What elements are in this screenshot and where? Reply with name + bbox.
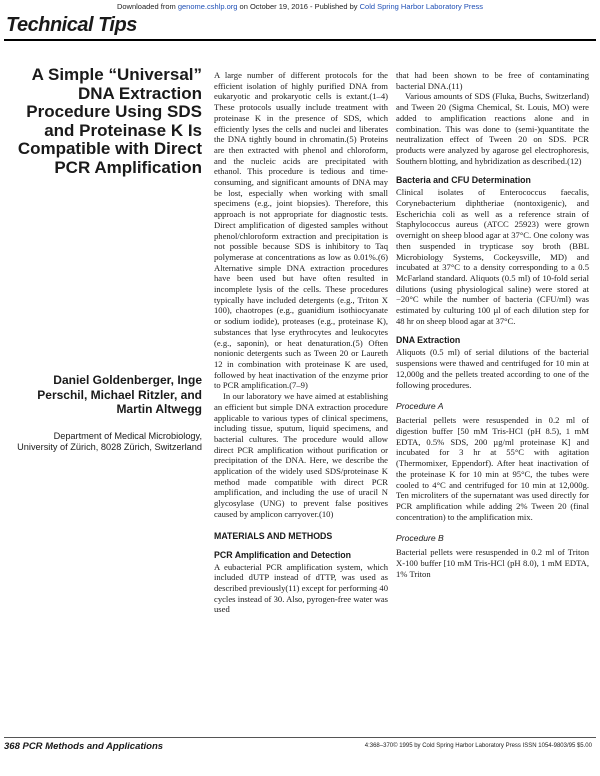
- heading-materials-methods: MATERIALS AND METHODS: [214, 530, 333, 541]
- publisher-link[interactable]: Cold Spring Harbor Laboratory Press: [359, 2, 484, 11]
- download-middle: on October 19, 2016 - Published by: [237, 2, 360, 11]
- bacteria-paragraph: Clinical isolates of Enterococcus faecalis, Corynebacterium diphtheriae (nontoxigenic), and Escherichia coli as well as a reference strain of Staphylococcus aureus (ATCC 25923) were grown overnight on sheep blood agar at 37°C. One colony was then suspended in trypticase soy broth (BBL Microbiology Systems, Cockeysville, MD) and incubated at 37°C to a density corresponding to a 0.5 McFarland standard. Aliquots (0.5 ml) of 10-fold serial dilutions (using physiological saline) were stored at −20°C while the number of bacteria (CFU/ml) was estimated by culturing 100 µl of each dilution step for 48 hr on sheep blood agar at 37°C.: [396, 187, 589, 326]
- footer-copyright: 4:368–370© 1995 by Cold Spring Harbor Laboratory Press ISSN 1054-9803/95 $5.00: [364, 743, 592, 749]
- section-title: Technical Tips: [6, 14, 137, 36]
- footer-journal: 368 PCR Methods and Applications: [4, 741, 164, 752]
- author-list: Daniel Goldenberger, Inge Perschil, Michael Ritzler, and Martin Altwegg: [37, 373, 202, 416]
- section-header: [4, 13, 596, 41]
- procedure-b-paragraph: Bacterial pellets were resuspended in 0.2 ml of Triton X-100 buffer [10 mM Tris-HCl (pH 8.0), 1 mM EDTA, 1% Triton: [396, 547, 589, 579]
- page-footer: [4, 737, 596, 762]
- site-link[interactable]: genome.cshlp.org: [177, 2, 238, 11]
- intro-paragraph-2: In our laboratory we have aimed at establishing an efficient but simple DNA extraction procedure applicable to various types of clinical specimens, including tissue, sputum, liquid specimens, and bacterial cultures. The procedure would allow direct PCR amplification without purification or precipitation of the DNA. Here, we describe the application of the widely used SDS/proteinase K method made compatible with direct PCR amplification, and including the use of uracil N glycosylase (UNG) to prevent false positives caused by amplicon carryover.(10): [214, 391, 388, 519]
- middle-column: [214, 70, 388, 615]
- download-notice: [0, 2, 600, 11]
- heading-dna-extraction: DNA Extraction: [396, 335, 461, 346]
- intro-paragraph-1: A large number of different protocols for the efficient isolation of highly purified DNA from eukaryotic and prokaryotic cells is extant.(1–4) These protocols usually include treatment with proteinase K in the presence of SDS, which efficiently lyses the cells and nuclei and liberates the DNA tightly bound in chromatin.(5) Proteins are then extracted with phenol and chloroform, and the nucleic acids are precipitated with ethanol. This procedure is tedious and time-consuming, and significant amounts of DNA may be lost, especially when working with small specimens (e.g., joint biopsies). Therefore, this approach is not appropriate for diagnostic tests. Direct amplification of digested samples without phenol/chloroform extraction and precipitation is not possible because SDS is inhibitory to Taq polymerase at concentrations as low as 0.01%.(6) Alternative simple DNA extraction procedures have been used but have often resulted in incomplete lysis of the cells. These procedures typically have included detergents (e.g., Triton X 100), chaotropes (e.g., guanidium isothiocyanate or sodium iodide), proteases (e.g., proteinase K), substances that lyse erythrocytes and leukocytes (e.g., saponin), or heat denaturation.(5) Often nonionic detergents such as Tween 20 or Laureth 12 in combination with proteinase K are used, followed by heat inactivation of the enzyme prior to PCR amplification.(7–9): [214, 70, 388, 391]
- title-column: [12, 66, 202, 454]
- pcr-paragraph: A eubacterial PCR amplification system, which included dUTP instead of dTTP, was used as described previously(11) except for performing 40 cycles instead of 30. Also, pyrogen-free water was used: [214, 561, 388, 615]
- sds-tween-paragraph: Various amounts of SDS (Fluka, Buchs, Switzerland) and Tween 20 (Sigma Chemical, St. Louis, MO) were added to amplification reactions alone and in combination. This was done to (semi-)quantitate the neutralization effect of Tween 20 on SDS. PCR products were analyzed by agarose gel electrophoresis, Southern blotting, and hybridization as described.(12): [396, 91, 589, 166]
- heading-pcr-amplification: PCR Amplification and Detection: [214, 549, 352, 560]
- extraction-paragraph: Aliquots (0.5 ml) of serial dilutions of the bacterial suspensions were thawed and centrifuged for 10 min at 12,000g and the pellets treated according to one of the following procedures.: [396, 347, 589, 390]
- affiliation: Department of Medical Microbiology, University of Zürich, 8028 Zürich, Switzerland: [17, 430, 202, 452]
- heading-bacteria-cfu: Bacteria and CFU Determination: [396, 175, 531, 186]
- continuation-paragraph: that had been shown to be free of contaminating bacterial DNA.(11): [396, 70, 589, 91]
- article-title: A Simple “Universal” DNA Extraction Procedure Using SDS and Proteinase K Is Compatible with Direct PCR Amplification: [17, 65, 202, 177]
- heading-procedure-a: Procedure A: [396, 401, 444, 412]
- right-column: [396, 70, 589, 579]
- download-prefix: Downloaded from: [116, 2, 178, 11]
- heading-procedure-b: Procedure B: [396, 533, 444, 544]
- procedure-a-paragraph: Bacterial pellets were resuspended in 0.2 ml of digestion buffer [50 mM Tris-HCl (pH 8.5), 1 mM EDTA, 0.5% SDS, 200 µg/ml proteinase K] and incubated for 3 hr at 55°C with agitation (Thermomixer, Eppendorf). After heat inactivation of the proteinase K for 10 min at 95°C, the tubes were cooled to 4°C and centrifuged for 10 min at 12,000g. Ten microliters of the supernatant was used directly for PCR amplification while adding 2% Tween 20 (final concentration) to the amplification mix.: [396, 415, 589, 522]
